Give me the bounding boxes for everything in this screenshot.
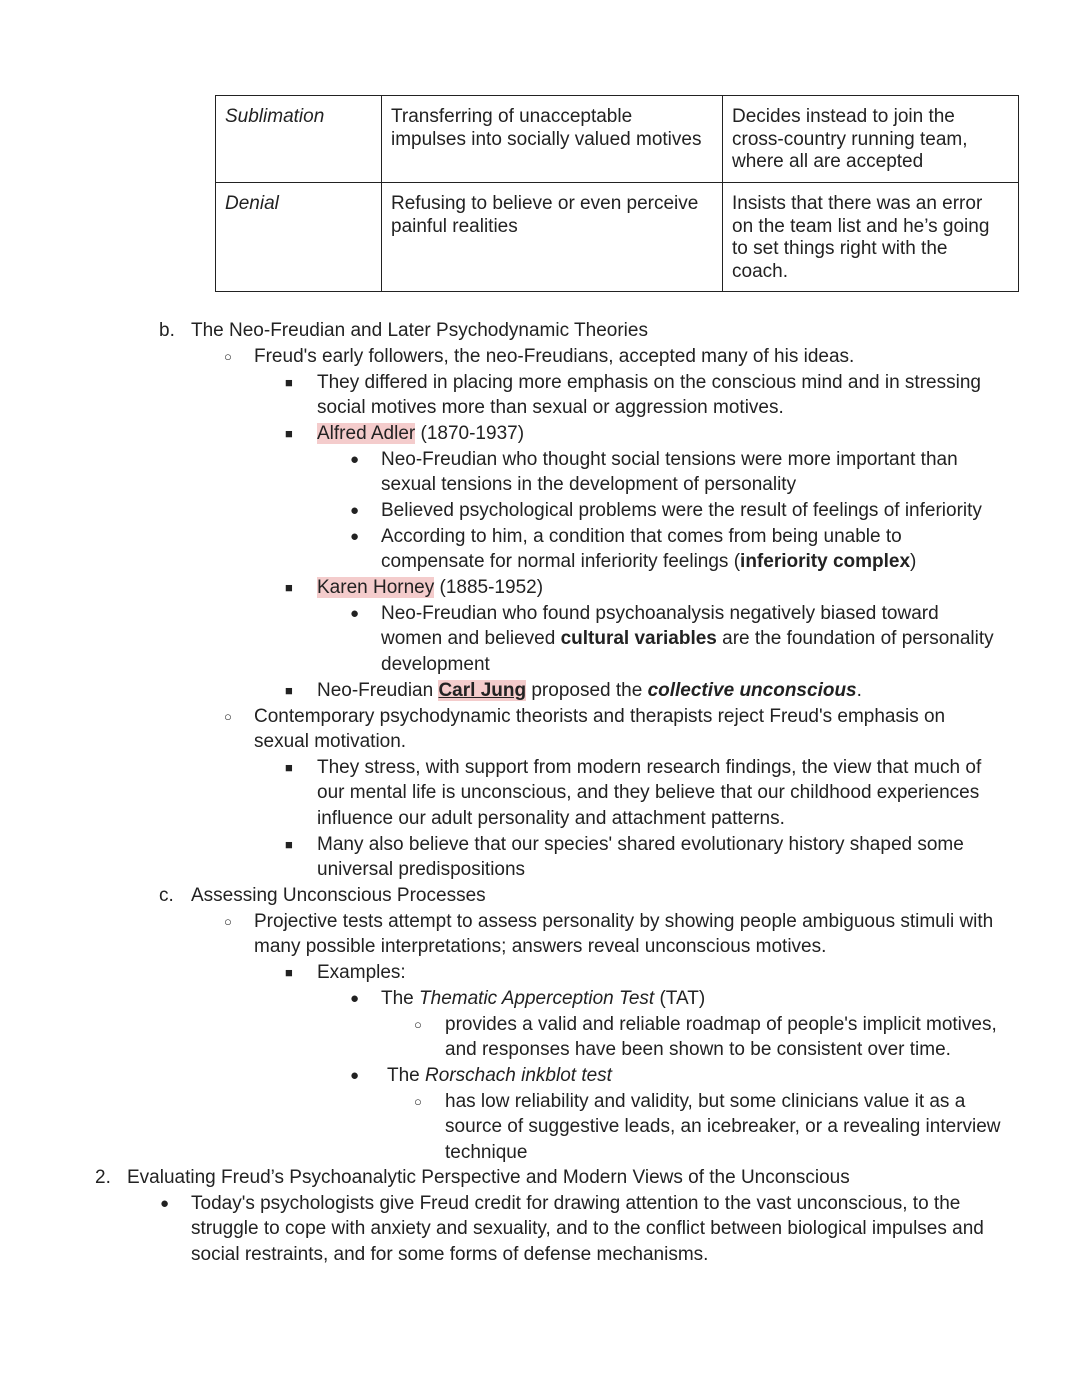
- list-item: Neo-Freudian who found psychoanalysis negatively biased toward: [381, 603, 939, 624]
- table-cell-definition: Refusing to believe or even perceive painful realities: [382, 183, 723, 292]
- dot-bullet-icon: ●: [350, 451, 360, 468]
- square-bullet-icon: ■: [285, 683, 293, 698]
- list-item-jung: Neo-Freudian Carl Jung proposed the collective unconscious.: [317, 680, 862, 701]
- dot-bullet-icon: ●: [160, 1195, 170, 1212]
- section-heading: The Neo-Freudian and Later Psychodynamic Theories: [191, 320, 648, 341]
- list-item-continued: technique: [445, 1142, 528, 1163]
- hollow-bullet-icon: ○: [414, 1094, 422, 1109]
- table-cell-term: Sublimation: [216, 96, 382, 183]
- key-term: inferiority complex: [740, 551, 911, 572]
- list-marker: c.: [159, 885, 174, 906]
- list-item: Today's psychologists give Freud credit for drawing attention to the vast unconscious, to the: [191, 1193, 961, 1214]
- dot-bullet-icon: ●: [350, 990, 360, 1007]
- list-item-horney: Karen Horney (1885-1952): [317, 577, 544, 598]
- section-heading: Evaluating Freud’s Psychoanalytic Perspective and Modern Views of the Unconscious: [127, 1167, 850, 1188]
- table-cell-example: Insists that there was an error on the team list and he’s going to set things right with the coach.: [723, 183, 1019, 292]
- list-item-continued: compensate for normal inferiority feelings (inferiority complex): [381, 551, 917, 572]
- list-item: They differed in placing more emphasis on the conscious mind and in stressing: [317, 372, 981, 393]
- dot-bullet-icon: ●: [350, 502, 360, 519]
- list-item: Freud's early followers, the neo-Freudians, accepted many of his ideas.: [254, 346, 855, 367]
- list-item-continued: development: [381, 654, 490, 675]
- highlighted-name: Carl Jung: [438, 680, 527, 701]
- list-item: They stress, with support from modern research findings, the view that much of: [317, 757, 982, 778]
- square-bullet-icon: ■: [285, 580, 293, 595]
- list-marker: 2.: [95, 1167, 111, 1188]
- hollow-bullet-icon: ○: [224, 914, 232, 929]
- square-bullet-icon: ■: [285, 375, 293, 390]
- table-cell-definition: Transferring of unacceptable impulses into socially valued motives: [382, 96, 723, 183]
- list-marker: b.: [159, 320, 175, 341]
- table-cell-example: Decides instead to join the cross-country running team, where all are accepted: [723, 96, 1019, 183]
- square-bullet-icon: ■: [285, 965, 293, 980]
- list-item: Believed psychological problems were the result of feelings of inferiority: [381, 500, 982, 521]
- list-item-continued: women and believed cultural variables are the foundation of personality: [381, 628, 994, 649]
- list-item-adler: Alfred Adler (1870-1937): [317, 423, 525, 444]
- list-item: Projective tests attempt to assess personality by showing people ambiguous stimuli with: [254, 911, 994, 932]
- highlighted-name: Karen Horney: [317, 577, 435, 598]
- list-item: Neo-Freudian who thought social tensions were more important than: [381, 449, 958, 470]
- list-item: Many also believe that our species' shared evolutionary history shaped some: [317, 834, 964, 855]
- dot-bullet-icon: ●: [350, 1067, 360, 1084]
- table-cell-term: Denial: [216, 183, 382, 292]
- list-item-continued: struggle to cope with anxiety and sexuality, and to the conflict between biological impulses and: [191, 1218, 984, 1239]
- list-item: Examples:: [317, 962, 406, 983]
- list-item-continued: social motives more than sexual or aggression motives.: [317, 397, 784, 418]
- list-item-continued: and responses have been shown to be consistent over time.: [445, 1039, 951, 1060]
- hollow-bullet-icon: ○: [224, 709, 232, 724]
- table-row: [216, 96, 1019, 183]
- list-item-continued: sexual motivation.: [254, 731, 407, 752]
- test-name: Thematic Apperception Test: [419, 988, 655, 1009]
- square-bullet-icon: ■: [285, 426, 293, 441]
- section-heading: Assessing Unconscious Processes: [191, 885, 486, 906]
- key-term: collective unconscious: [647, 680, 857, 701]
- dot-bullet-icon: ●: [350, 605, 360, 622]
- list-item: Contemporary psychodynamic theorists and therapists reject Freud's emphasis on: [254, 706, 946, 727]
- dot-bullet-icon: ●: [350, 528, 360, 545]
- list-item: According to him, a condition that comes from being unable to: [381, 526, 902, 547]
- list-item-rorschach: The Rorschach inkblot test: [387, 1065, 612, 1086]
- list-item-continued: many possible interpretations; answers reveal unconscious motives.: [254, 936, 827, 957]
- list-item-continued: social restraints, and for some forms of defense mechanisms.: [191, 1244, 709, 1265]
- hollow-bullet-icon: ○: [224, 349, 232, 364]
- list-item-continued: universal predispositions: [317, 859, 526, 880]
- defense-mechanisms-table: [215, 95, 1019, 292]
- list-item-continued: influence our adult personality and attachment patterns.: [317, 808, 785, 829]
- table-row: [216, 183, 1019, 292]
- key-term: cultural variables: [560, 628, 717, 649]
- hollow-bullet-icon: ○: [414, 1017, 422, 1032]
- square-bullet-icon: ■: [285, 760, 293, 775]
- list-item: has low reliability and validity, but some clinicians value it as a: [445, 1091, 966, 1112]
- list-item: provides a valid and reliable roadmap of people's implicit motives,: [445, 1014, 997, 1035]
- square-bullet-icon: ■: [285, 837, 293, 852]
- list-item-continued: our mental life is unconscious, and they believe that our childhood experiences: [317, 782, 980, 803]
- highlighted-name: Alfred Adler: [317, 423, 416, 444]
- list-item-tat: The Thematic Apperception Test (TAT): [381, 988, 706, 1009]
- list-item-continued: sexual tensions in the development of personality: [381, 474, 797, 495]
- list-item-continued: source of suggestive leads, an icebreaker, or a revealing interview: [445, 1116, 1001, 1137]
- test-name: Rorschach inkblot test: [425, 1065, 612, 1086]
